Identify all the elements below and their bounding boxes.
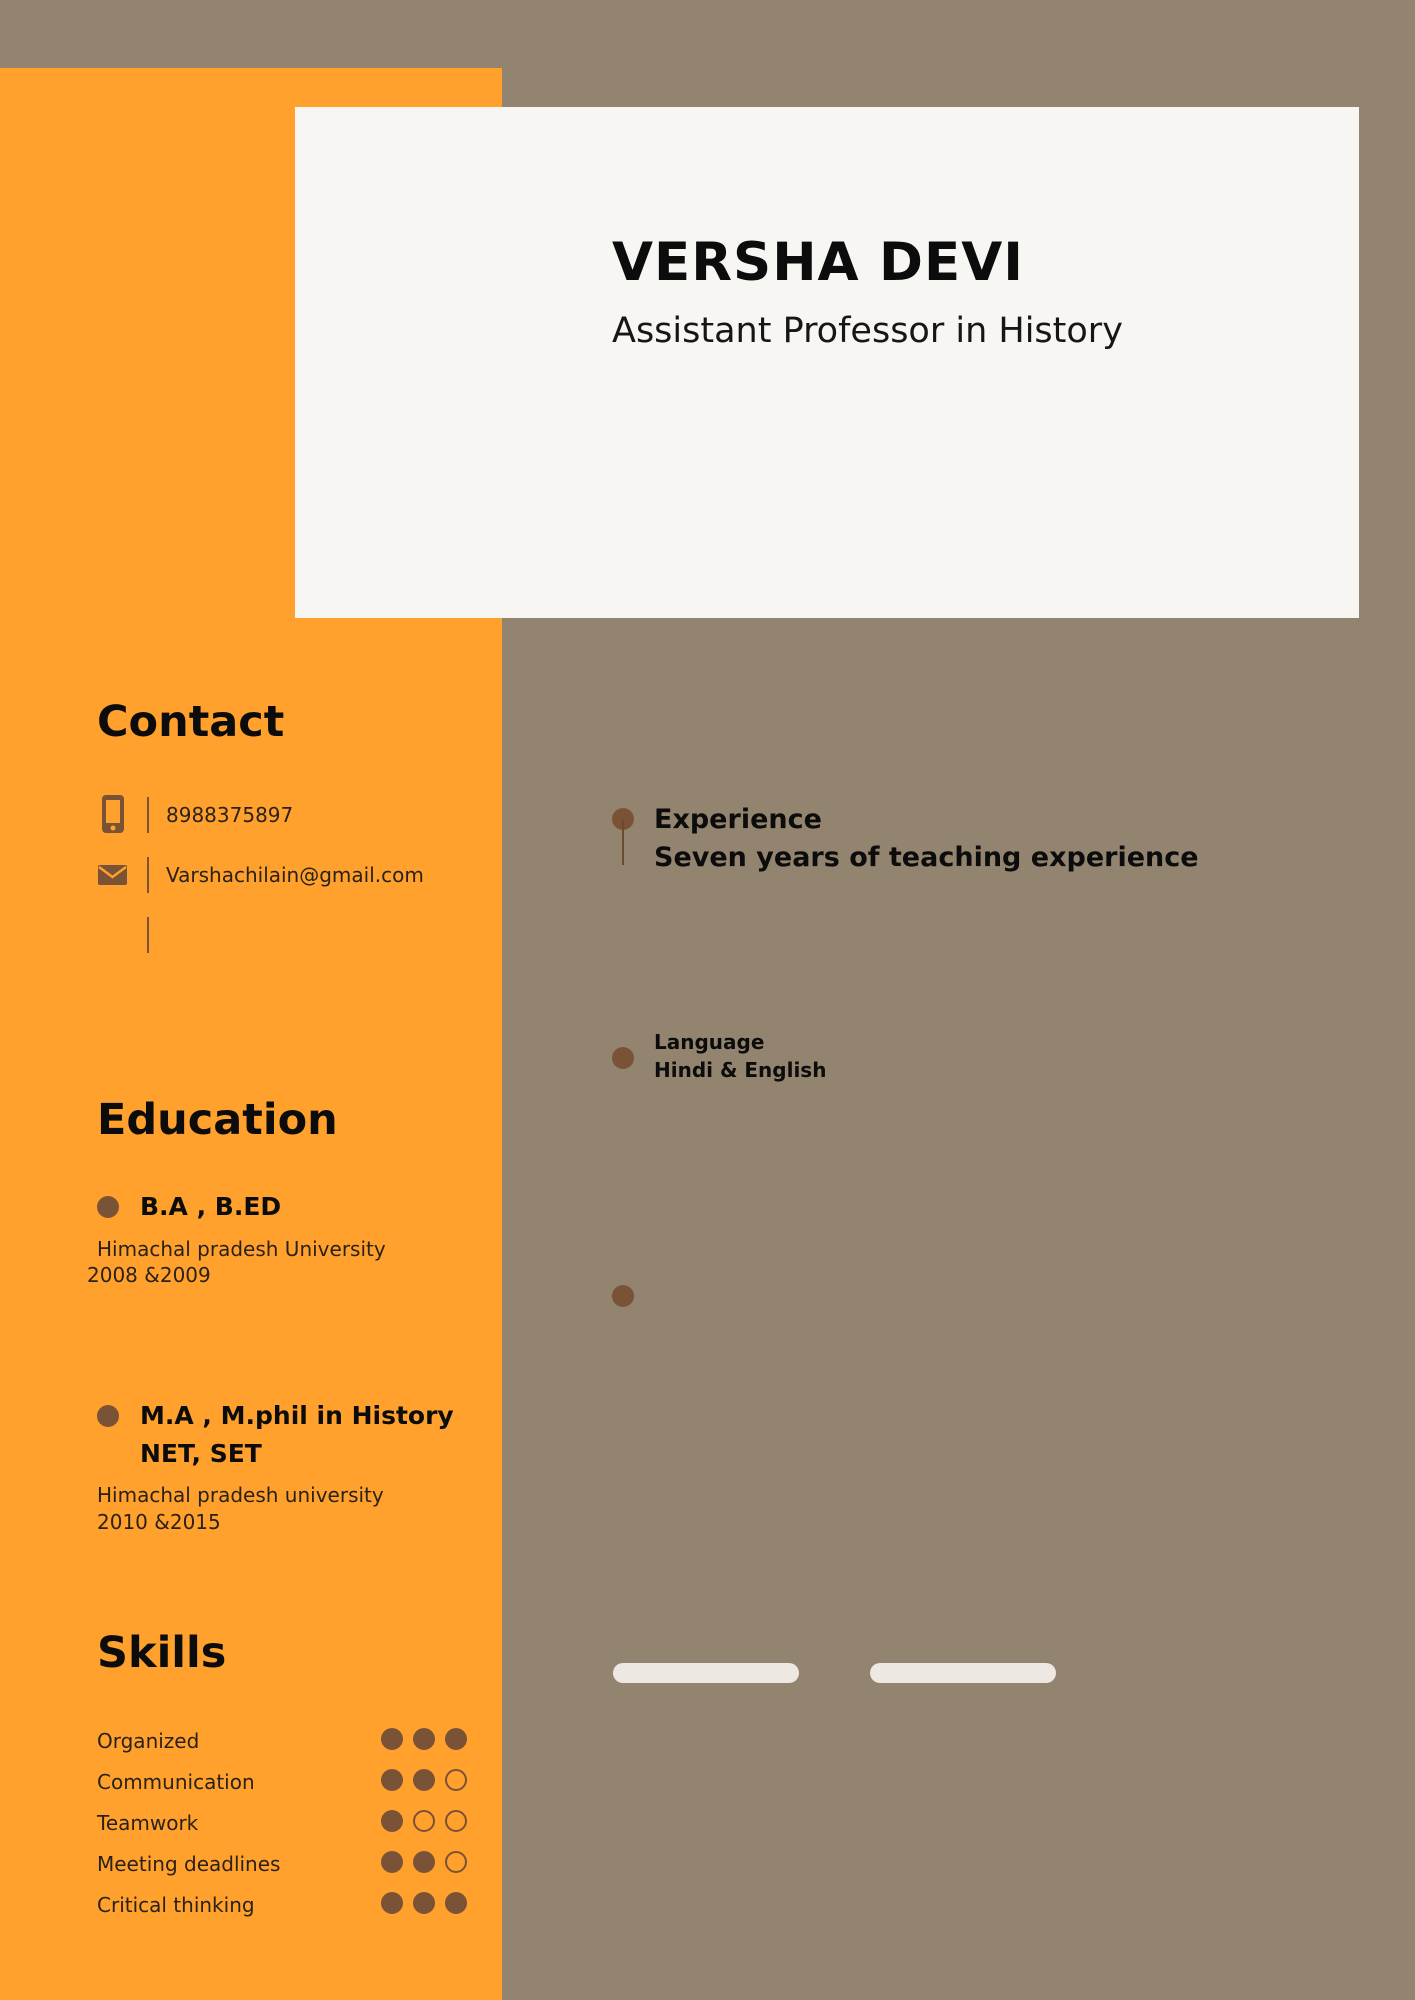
skill-name: Critical thinking bbox=[97, 1893, 255, 1917]
skill-dot-filled bbox=[381, 1851, 403, 1873]
job-title: Assistant Professor in History bbox=[612, 311, 1123, 351]
skill-row bbox=[97, 1726, 467, 1756]
skills-heading: Skills bbox=[97, 1628, 227, 1678]
skill-rating bbox=[381, 1892, 467, 1914]
education-bullet bbox=[97, 1405, 119, 1427]
header-card bbox=[295, 107, 1359, 618]
skill-name: Teamwork bbox=[97, 1811, 199, 1835]
contact-heading: Contact bbox=[97, 697, 285, 747]
language-label: Language bbox=[654, 1030, 765, 1054]
phone-icon bbox=[97, 795, 131, 835]
skill-rating bbox=[381, 1810, 467, 1832]
timeline-bullet bbox=[612, 1285, 634, 1307]
skill-rating bbox=[381, 1851, 467, 1873]
skill-dot-filled bbox=[413, 1728, 435, 1750]
skill-name: Communication bbox=[97, 1770, 255, 1794]
skill-dot-filled bbox=[381, 1810, 403, 1832]
education-years: 2010 &2015 bbox=[97, 1510, 221, 1534]
skill-row bbox=[97, 1767, 467, 1797]
phone-number[interactable]: 8988375897 bbox=[166, 803, 294, 827]
skill-dot-filled bbox=[381, 1728, 403, 1750]
decorative-bar bbox=[613, 1663, 799, 1683]
education-heading: Education bbox=[97, 1095, 338, 1145]
email-icon bbox=[97, 855, 131, 895]
skill-row bbox=[97, 1849, 467, 1879]
education-institution: Himachal pradesh University bbox=[97, 1237, 386, 1261]
contact-separator bbox=[147, 857, 149, 893]
education-institution: Himachal pradesh university bbox=[97, 1483, 384, 1507]
skill-dot-filled bbox=[381, 1892, 403, 1914]
skill-name: Meeting deadlines bbox=[97, 1852, 281, 1876]
skill-rating bbox=[381, 1728, 467, 1750]
skill-dot-filled bbox=[413, 1892, 435, 1914]
education-degree-extra: NET, SET bbox=[140, 1439, 262, 1468]
education-years: 2008 &2009 bbox=[87, 1263, 211, 1287]
contact-separator bbox=[147, 797, 149, 833]
experience-label: Experience bbox=[654, 804, 822, 835]
skill-row bbox=[97, 1890, 467, 1920]
skill-dot-filled bbox=[381, 1769, 403, 1791]
language-detail: Hindi & English bbox=[654, 1058, 827, 1082]
skill-name: Organized bbox=[97, 1729, 200, 1753]
skill-dot-filled bbox=[445, 1892, 467, 1914]
contact-separator bbox=[147, 917, 149, 953]
skill-dot-empty bbox=[445, 1851, 467, 1873]
skill-rating bbox=[381, 1769, 467, 1791]
skill-dot-filled bbox=[413, 1769, 435, 1791]
timeline-connector bbox=[622, 820, 624, 865]
skill-dot-filled bbox=[413, 1851, 435, 1873]
email-address[interactable]: Varshachilain@gmail.com bbox=[166, 863, 424, 887]
education-degree: B.A , B.ED bbox=[140, 1192, 282, 1221]
skill-dot-empty bbox=[445, 1769, 467, 1791]
skill-dot-empty bbox=[413, 1810, 435, 1832]
decorative-bar bbox=[870, 1663, 1056, 1683]
education-bullet bbox=[97, 1196, 119, 1218]
skill-dot-filled bbox=[445, 1728, 467, 1750]
education-degree: M.A , M.phil in History bbox=[140, 1401, 454, 1430]
skill-dot-empty bbox=[445, 1810, 467, 1832]
experience-detail: Seven years of teaching experience bbox=[654, 842, 1199, 873]
timeline-bullet bbox=[612, 1047, 634, 1069]
candidate-name: VERSHA DEVI bbox=[612, 232, 1024, 293]
skill-row bbox=[97, 1808, 467, 1838]
